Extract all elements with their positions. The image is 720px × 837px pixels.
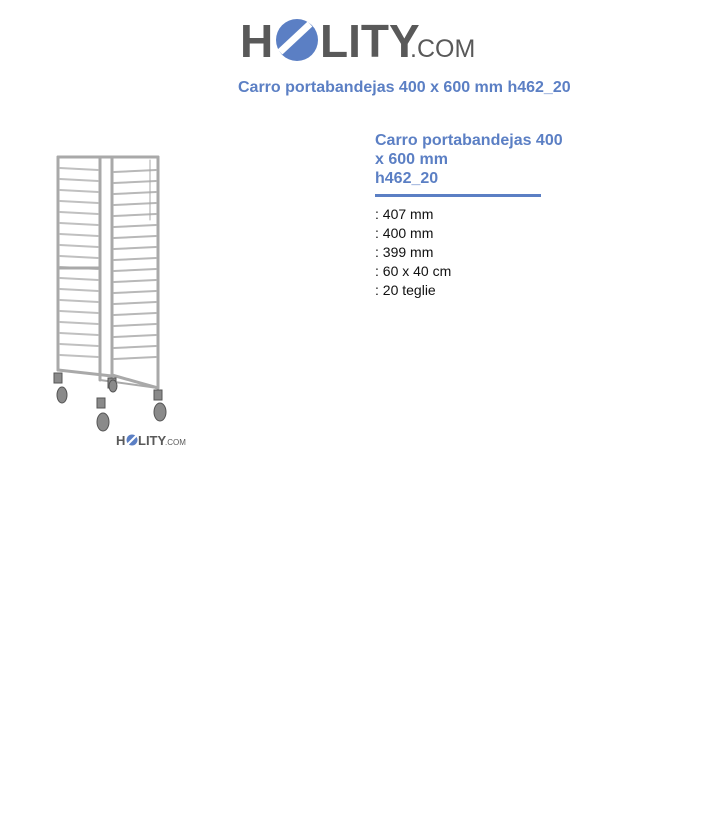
spec-item: : 407 mm: [375, 206, 434, 222]
spec-item: : 20 teglie: [375, 282, 436, 298]
product-title: [375, 131, 575, 188]
product-specs-list: [375, 205, 451, 300]
trolley-frame: [58, 157, 158, 388]
spec-item: : 399 mm: [375, 244, 434, 260]
holity-logo[interactable]: [240, 10, 485, 68]
product-title-line-3: h462_20: [375, 170, 439, 187]
product-image-tray-trolley: [40, 150, 190, 450]
logo-letter-h: H: [240, 15, 274, 67]
svg-text:.COM: .COM: [165, 438, 186, 447]
product-title-line-2: x 600 mm: [375, 151, 448, 168]
product-title-line-1: Carro portabandejas 400: [375, 132, 563, 149]
spec-item: : 60 x 40 cm: [375, 263, 452, 279]
svg-text:LITY: LITY: [138, 433, 167, 448]
trolley-wheels: [54, 373, 166, 431]
image-watermark-logo: [116, 433, 186, 448]
logo-letters-lity: LITY: [320, 15, 420, 67]
logo-domain: .COM: [410, 35, 476, 63]
svg-text:H: H: [116, 433, 126, 448]
title-underline-divider: [375, 194, 541, 197]
spec-item: : 400 mm: [375, 225, 434, 241]
logo-o-mark: [276, 19, 318, 61]
page-title: Carro portabandejas 400 x 600 mm h462_20: [238, 79, 571, 96]
